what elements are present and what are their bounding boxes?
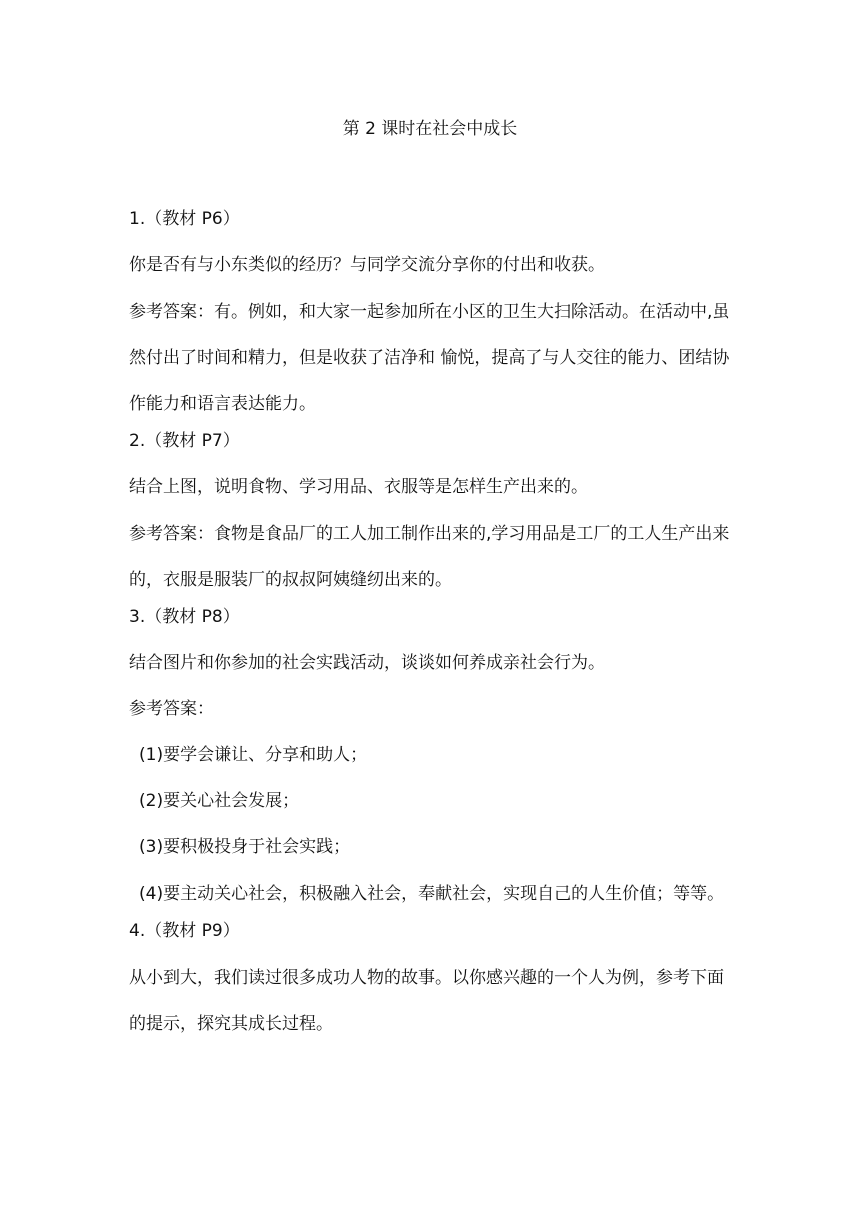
document-body bbox=[129, 204, 734, 1046]
answer-item-4: (4)要主动关心社会，积极融入社会，奉献社会，实现自己的人生价值；等等。 bbox=[139, 884, 725, 904]
page-title: 第 2 课时在社会中成长 bbox=[342, 119, 518, 139]
question-4-prompt: 从小到大，我们读过很多成功人物的故事。以你感兴趣的一个人为例，参考下面的提示，探究其成长过程。 bbox=[129, 968, 724, 1034]
question-1-source: 1.（教材 P6） bbox=[129, 209, 240, 229]
question-2-prompt: 结合上图，说明食物、学习用品、衣服等是怎样生产出来的。 bbox=[129, 477, 588, 497]
question-3-source: 3.（教材 P8） bbox=[129, 607, 240, 627]
answer-item-1: (1)要学会谦让、分享和助人； bbox=[139, 745, 368, 765]
answer-item-3: (3)要积极投身于社会实践； bbox=[139, 837, 351, 857]
question-1-prompt: 你是否有与小东类似的经历？与同学交流分享你的付出和收获。 bbox=[129, 255, 605, 275]
question-1-answer: 参考答案：有。例如，和大家一起参加所在小区的卫生大扫除活动。在活动中,虽然付出了时间和精力，但是收获了洁净和 愉悦，提高了与人交往的能力、团结协作能力和语言表达能力。 bbox=[129, 302, 730, 414]
question-2-answer: 参考答案：食物是食品厂的工人加工制作出来的,学习用品是工厂的工人生产出来的，衣服是服装厂的叔叔阿姨缝纫出来的。 bbox=[129, 524, 730, 590]
question-2-source: 2.（教材 P7） bbox=[129, 431, 240, 451]
answer-item-2: (2)要关心社会发展； bbox=[139, 791, 300, 811]
question-4-source: 4.（教材 P9） bbox=[129, 921, 240, 941]
question-3-prompt: 结合图片和你参加的社会实践活动，谈谈如何养成亲社会行为。 bbox=[129, 653, 605, 673]
question-3-answer-label: 参考答案： bbox=[129, 699, 214, 719]
